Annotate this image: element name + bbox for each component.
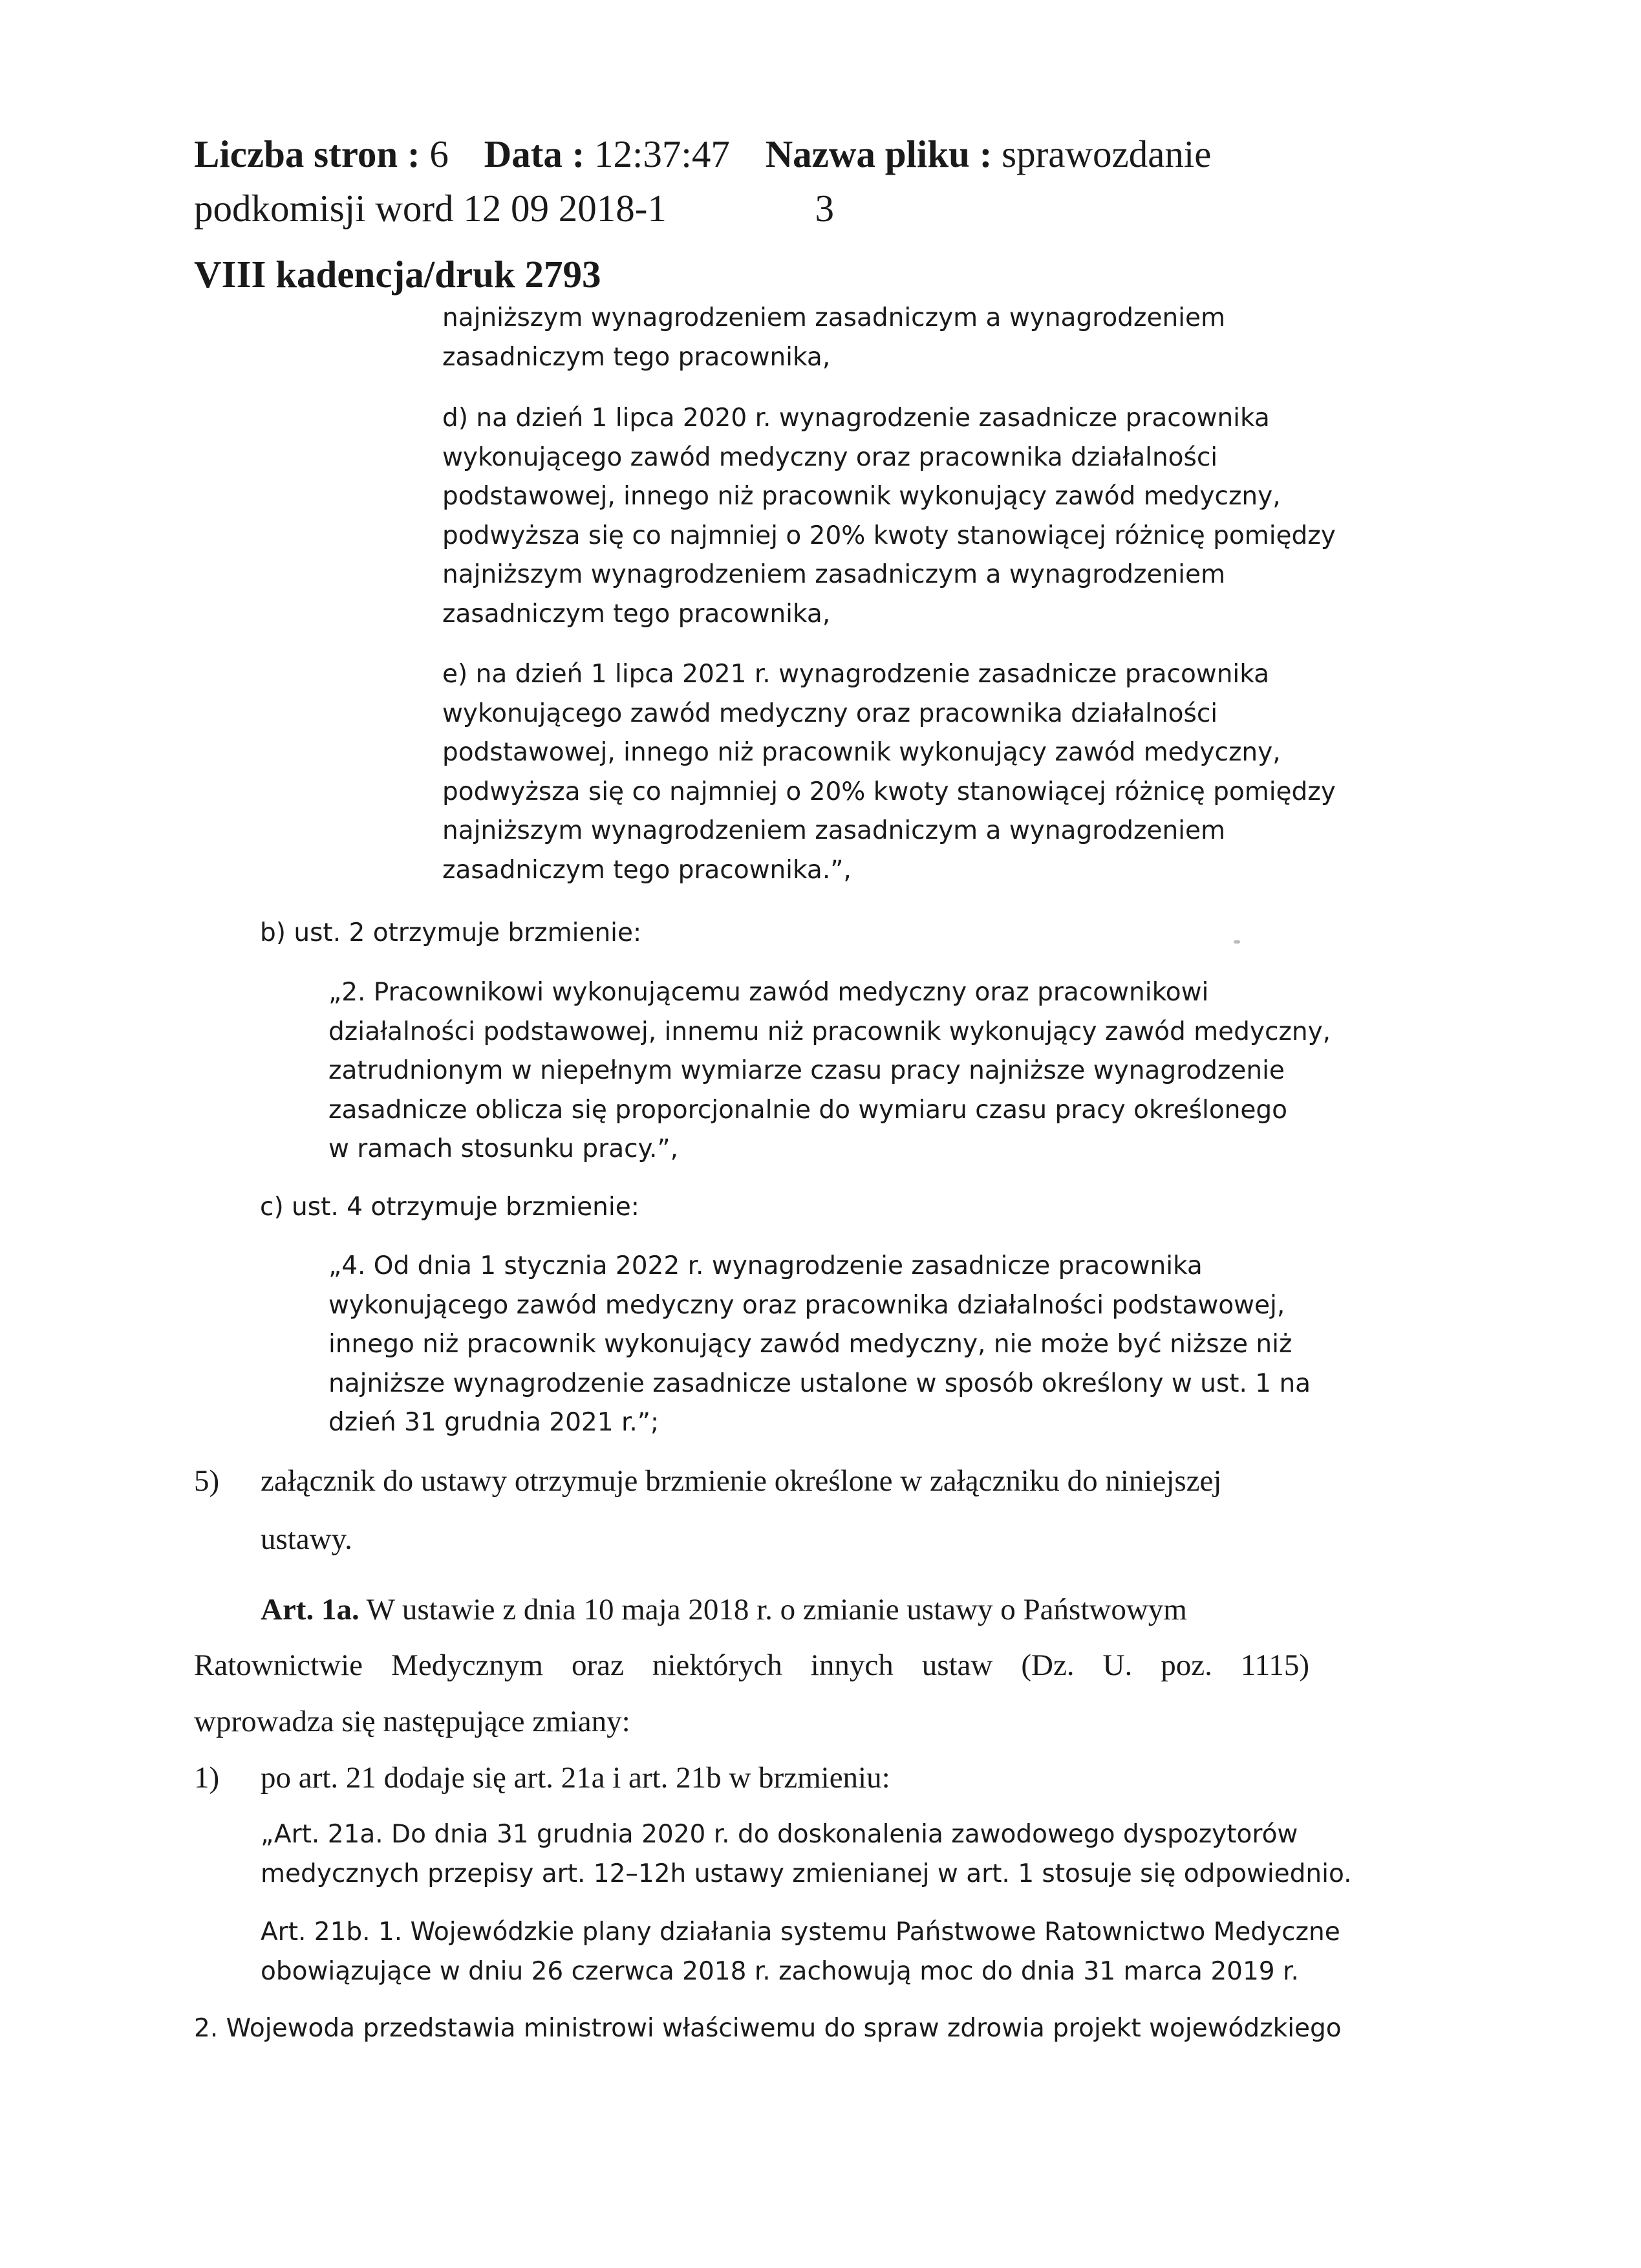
text-line: podstawowej, innego niż pracownik wykonujący zawód medyczny, [442, 482, 1281, 511]
fax-header-line-2 [194, 181, 1487, 235]
text-line: wykonującego zawód medyczny oraz pracownika działalności [442, 442, 1218, 472]
text-line: „Art. 21a. Do dnia 31 grudnia 2020 r. do doskonalenia zawodowego dyspozytorów [261, 1820, 1298, 1849]
text-line: Art. 21b. 1. Wojewódzkie plany działania systemu Państwowe Ratownictwo Medyczne [261, 1917, 1340, 1947]
text-line: zasadniczym tego pracownika.”, [442, 855, 852, 885]
art-1a-title: Art. 1a. [261, 1593, 359, 1626]
text-line: „2. Pracownikowi wykonującemu zawód medyczny oraz pracownikowi [328, 978, 1209, 1007]
text-line: podwyższa się co najmniej o 20% kwoty stanowiącej różnicę pomiędzy [442, 777, 1336, 806]
date-label: Data : [484, 133, 585, 175]
date-value: 12:37:47 [594, 133, 730, 175]
file-value-cont: podkomisji word 12 09 2018-1 [194, 187, 667, 230]
point-d [442, 399, 1336, 634]
text-line: najniższym wynagrodzeniem zasadniczym a wynagrodzeniem [442, 560, 1225, 589]
point-c-tail [442, 299, 1225, 377]
text-line: działalności podstawowej, innemu niż pracownik wykonujący zawód medyczny, [328, 1017, 1331, 1046]
text-line: zasadniczym tego pracownika, [442, 342, 831, 372]
art-21a [261, 1815, 1352, 1894]
text-line: najniższe wynagrodzenie zasadnicze ustalone w sposób określony w ust. 1 na [328, 1368, 1311, 1398]
item-1-text: po art. 21 dodaje się art. 21a i art. 21b w brzmieniu: [261, 1761, 890, 1795]
item-5-line-2: ustawy. [261, 1522, 352, 1556]
point-e [442, 655, 1336, 890]
text-line: najniższym wynagrodzeniem zasadniczym a wynagrodzeniem [442, 816, 1225, 845]
file-value: sprawozdanie [1002, 133, 1212, 175]
item-5-line-1: załącznik do ustawy otrzymuje brzmienie określone w załączniku do niniejszej [261, 1464, 1222, 1498]
art-1a-line-2: Ratownictwie Medycznym oraz niektórych innych ustaw (Dz. U. poz. 1115) [194, 1648, 1309, 1682]
text-line: d) na dzień 1 lipca 2020 r. wynagrodzenie zasadnicze pracownika [442, 404, 1270, 433]
file-label: Nazwa pliku : [765, 133, 992, 175]
file-value-suffix: 3 [815, 187, 834, 230]
point-c-text [328, 1247, 1311, 1443]
text-line: najniższym wynagrodzeniem zasadniczym a wynagrodzeniem [442, 303, 1225, 332]
text-line: dzień 31 grudnia 2021 r.”; [328, 1408, 660, 1437]
text-line: wykonującego zawód medyczny oraz pracownika działalności [442, 698, 1218, 728]
text-line: innego niż pracownik wykonujący zawód medyczny, nie może być niższe niż [328, 1330, 1292, 1359]
text-line: podstawowej, innego niż pracownik wykonujący zawód medyczny, [442, 738, 1281, 767]
item-5-number: 5) [194, 1464, 220, 1498]
scan-speck [1234, 940, 1240, 944]
pages-label: Liczba stron : [194, 133, 420, 175]
text-line: wykonującego zawód medyczny oraz pracownika działalności podstawowej, [328, 1290, 1285, 1320]
text-line: zasadniczym tego pracownika, [442, 599, 831, 629]
text-line: e) na dzień 1 lipca 2021 r. wynagrodzenie zasadnicze pracownika [442, 660, 1270, 689]
fax-header [194, 127, 1487, 235]
point-b-text [328, 973, 1331, 1169]
text-line: „4. Od dnia 1 stycznia 2022 r. wynagrodzenie zasadnicze pracownika [328, 1251, 1203, 1280]
druk-number: VIII kadencja/druk 2793 [194, 253, 601, 296]
fax-header-line-1 [194, 127, 1487, 181]
text-line: medycznych przepisy art. 12–12h ustawy zmienianej w art. 1 stosuje się odpowiednio. [261, 1859, 1352, 1888]
art-1a-line-1 [261, 1592, 1187, 1627]
text-line: podwyższa się co najmniej o 20% kwoty stanowiącej różnicę pomiędzy [442, 521, 1336, 550]
point-b-heading: b) ust. 2 otrzymuje brzmienie: [260, 918, 642, 947]
text-line: zasadnicze oblicza się proporcjonalnie do wymiaru czasu pracy określonego [328, 1095, 1288, 1125]
item-1-number: 1) [194, 1761, 220, 1795]
text-line: w ramach stosunku pracy.”, [328, 1134, 679, 1163]
last-line: 2. Wojewoda przedstawia ministrowi właściwemu do spraw zdrowia projekt wojewódzkiego [194, 2014, 1342, 2043]
text-line: zatrudnionym w niepełnym wymiarze czasu pracy najniższe wynagrodzenie [328, 1056, 1285, 1085]
text-line: obowiązujące w dniu 26 czerwca 2018 r. zachowują moc do dnia 31 marca 2019 r. [261, 1956, 1299, 1986]
pages-value: 6 [429, 133, 449, 175]
art-21b [261, 1913, 1340, 1991]
point-c-heading: c) ust. 4 otrzymuje brzmienie: [260, 1193, 639, 1222]
art-1a-text: W ustawie z dnia 10 maja 2018 r. o zmianie ustawy o Państwowym [366, 1593, 1187, 1626]
art-1a-line-3: wprowadza się następujące zmiany: [194, 1705, 630, 1738]
